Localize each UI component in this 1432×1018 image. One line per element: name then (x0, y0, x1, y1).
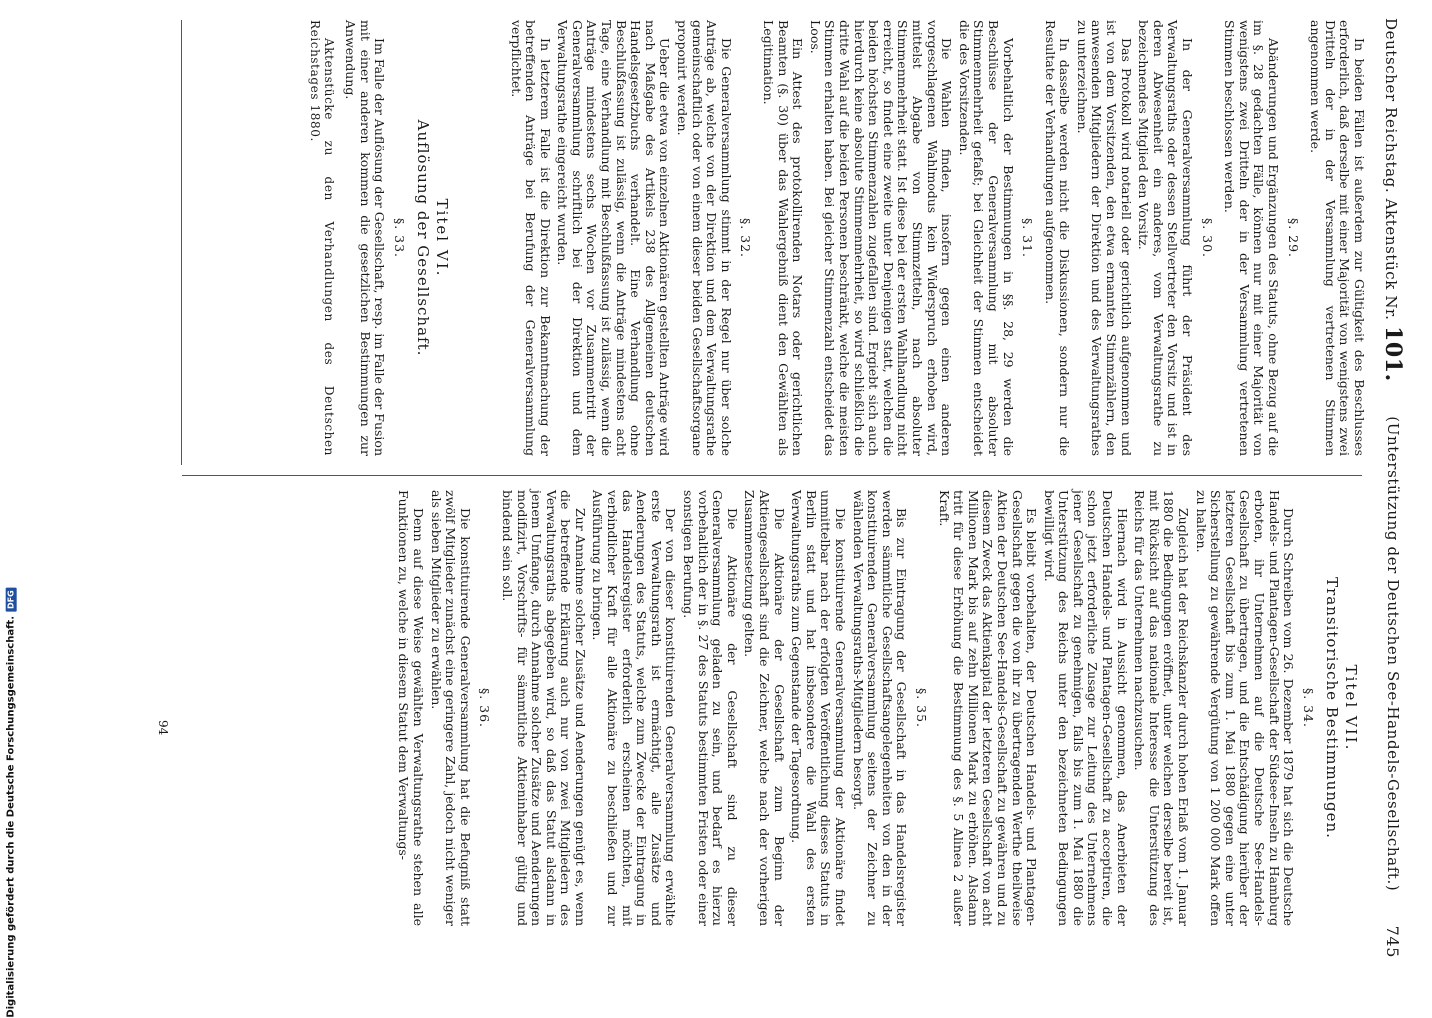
paragraph: Ein Attest des protokollirenden Notars oder gerichtlichen Beamten (§. 30) über das Wahlergebniß dient den Gewählten als Legitimation. (761, 20, 806, 456)
title-subheading: Auflösung der Gesellschaft. (414, 119, 433, 357)
section-heading: §. 29. (1285, 217, 1301, 259)
paragraph: Im Falle der Auflösung der Gesellschaft, resp. im Falle der Fusion mit einer anderen kommen die gesetzlichen Bestimmungen zur Anwendung. (342, 20, 388, 456)
column-divider (182, 475, 1362, 476)
section-heading: §. 32. (738, 217, 754, 259)
paragraph: Die Aktionäre der Gesellschaft sind zu dieser Generalversammlung geladen zu sein, und bedarf es hierzu vorbehaltlich der in §. 27 des Statuts bestimmten Fristen oder einer sonstigen Berufung. (681, 490, 740, 926)
paragraph: In der Generalversammlung führt der Präsident des Verwaltungsraths oder dessen Stellvertreter den Vorsitz und ist in deren Abwesenheit ein anderes, vom Verwaltungsrathe zu bezeichnendes Mitglied den Vorsitz. (1136, 20, 1196, 456)
paragraph: Denn auf diese Weise gewählten Verwaltungsrathe stehen alle Funktionen zu, welche in diesem Statut dem Verwaltungs- (396, 490, 426, 926)
title-heading: Titel VII. (1342, 664, 1360, 752)
title-subheading: Transitorische Bestimmungen. (1323, 577, 1342, 839)
paragraph: Ueber die etwa von einzelnen Aktionären gestellten Anträge wird nach Maßgabe des Artikels 238 des Allgemeinen deutschen Handelsgesetzbuchs verhandelt. Eine Verhandlung ohne Beschlußfassung ist zulässig, wenn die Anträge mindestens acht Tage, eine Verhandlung mit Beschlußfassung ist zulässig, wenn die Anträge mindestens sechs Wochen vor Zusammentritt der Generalversammlung schriftlich bei der Direktion und dem Verwaltungsrathe eingereicht wurden. (555, 20, 673, 456)
dfg-logo-icon: DFG (6, 587, 17, 612)
bottom-rule (181, 20, 182, 465)
paragraph: In letzterem Falle ist die Direktion zur Bekanntmachung der betreffenden Anträge bei Berufung der Generalversammlung verpflichtet. (508, 20, 553, 456)
paragraph: Die Generalversammlung stimmt in der Regel nur über solche Anträge ab, welche von der Direktion und dem Verwaltungsrathe gemeinschaftlich oder von einem dieser beiden Gesellschaftsorgane proponirt werden. (675, 20, 734, 456)
page-number-top: 745 (1383, 925, 1403, 958)
section-heading: §. 30. (1199, 217, 1215, 259)
paragraph: Hiernach wird in Aussicht genommen, das Anerbieten der Deutschen Handels- und Plantagen-Gesellschaft zu acceptiren, die schon jetzt erforderliche Zusage zur Leitung des Unternehmens jener Gesellschaft zu genehmigen, falls bis zum 1. Mai 1880 die Unterstützung des Reichs unter den bezeichneten Bedingungen bewilligt wird. (1041, 490, 1130, 926)
section-heading: §. 31. (1020, 217, 1036, 259)
paragraph: Die konstituirende Generalversammlung der Aktionäre findet unmittelbar nach der erfolgten Veröffentlichung dieses Statuts in Berlin statt und hat insbesondere die Wahl des ersten Verwaltungsraths zum Gegenstande der Tagesordnung. (789, 490, 848, 926)
document-number: 101. (1380, 325, 1406, 382)
header-title: (Unterstützung der Deutschen See-Handels-Gesellschaft.) (1384, 416, 1402, 892)
paragraph: Abänderungen und Ergänzungen des Statuts, ohne Bezug auf die im §. 28 gedachten Fälle, können nur mit einer Majorität von wenigstens zwei Dritteln der in der Versammlung vertretenen Stimmen beschlossen werden. (1222, 20, 1282, 456)
page-number-bottom: 94 (156, 720, 170, 736)
page-footnote: Aktenstücke zu den Verhandlungen des Deutschen Reichstages 1880. (307, 20, 337, 456)
header-left: Deutscher Reichstag. Aktenstück Nr. 101. (1380, 18, 1406, 382)
digitization-footer (2, 590, 20, 1018)
paragraph: In beiden Fällen ist außerdem zur Gültigkeit des Beschlusses erforderlich, daß derselbe mit einer Majorität von wenigstens zwei Dritteln der in der Versammlung vertretenen Stimmen angenommen werde. (1308, 20, 1367, 456)
paragraph: Vorbehaltlich der Bestimmungen in §§. 28, 29 werden die Beschlüsse der Generalversammlung mit absoluter Stimmenmehrheit gefaßt; bei Gleichheit der Stimmen entscheidet die des Vorsitzenden. (956, 20, 1016, 456)
paragraph: In dasselbe werden nicht die Diskussionen, sondern nur die Resultate der Verhandlungen aufgenommen. (1042, 20, 1073, 456)
paragraph: Das Protokoll wird notariell oder gerichtlich aufgenommen und ist von dem Vorsitzenden, den etwa ernannten Stimmzählern, den anwesenden Mitgliedern der Direktion und des Verwaltungsrathes zu unterzeichnen. (1074, 20, 1134, 456)
left-column (307, 20, 1366, 456)
section-heading: §. 33. (391, 217, 407, 259)
section-heading: §. 34. (1300, 687, 1316, 729)
running-header (1376, 18, 1410, 958)
paragraph: Die Wahlen finden, insofern gegen einen anderen vorgeschlagenen Wahlmodus kein Widerspruch erhoben wird, mittelst Abgabe von Stimmzetteln, nach absoluter Stimmenmehrheit statt. Ist diese bei der ersten Wahlhandlung nicht erreicht, so findet eine zweite unter Denjenigen statt, welchen die beiden höchsten Stimmenzahlen zugefallen sind. Ergiebt sich auch hierdurch keine absolute Stimmenmehrheit, so wird schließlich die dritte Wahl auf die beiden Personen beschränkt, welche die meisten Stimmen erhalten haben. Bei gleicher Stimmenzahl entscheidet das Loos. (807, 20, 955, 456)
footer-text: Digitalisierung gefördert durch die Deutsche Forschungsgemeinschaft. (5, 616, 17, 1018)
section-heading: §. 35. (913, 687, 929, 729)
paragraph: Der von dieser konstituirenden Generalversammlung erwählte erste Verwaltungsrath ist ermächtigt, alle Zusätze und Aenderungen des Statuts, welche zum Zwecke der Eintragung in das Handelsregister erforderlich erscheinen möchten, mit verbindlicher Kraft für alle Aktionäre zu beschließen und zur Ausführung zu bringen. (590, 490, 679, 926)
paragraph: Zugleich hat der Reichskanzler durch hohen Erlaß vom 1. Januar 1880 die Bedingungen eröffnet, unter welchen derselbe bereit ist, mit Rücksicht auf das nationale Interesse die Unterstützung des Reichs für das Unternehmen nachzusuchen. (1132, 490, 1192, 926)
paragraph: Es bleibt vorbehalten, der Deutschen Handels- und Plantagen-Gesellschaft gegen die von ihr zu übertragenden Werthe theilweise Aktien der Deutschen See-Handels-Gesellschaft zu gewähren und zu diesem Zweck das Aktienkapital der letzteren Gesellschaft von acht Millionen Mark bis auf zehn Millionen Mark zu erhöhen. Alsdann tritt für diese Erhöhung die Bestimmung des §. 5 Alinea 2 außer Kraft. (936, 490, 1040, 926)
paragraph: Zur Annahme solcher Zusätze und Aenderungen genügt es, wenn die betreffende Erklärung auch nur von zwei Mitgliedern des Verwaltungsraths abgegeben wird, so daß das Statut alsdann in jenem Umfange, durch Annahme solcher Zusätze und Aenderungen modifizirt, Vorschrifts- für sämmtliche Aktieninhaber gültig und bindend sein soll. (499, 490, 588, 926)
paragraph: Bis zur Eintragung der Gesellschaft in das Handelsregister werden sämmtliche Gesellschaftsangelegenheiten von den in der konstituirenden Generalversammlung seitens der Zeichner zu wählenden Verwaltungsraths-Mitgliedern besorgt. (850, 490, 910, 926)
paragraph: Die Aktionäre der Gesellschaft zum Beginn der Aktiengesellschaft sind die Zeichner, welche nach der vorherigen Zusammensetzung gelten. (742, 490, 787, 926)
paragraph: Durch Schreiben vom 26. Dezember 1879 hat sich die Deutsche Handels- und Plantagen-Gesellschaft der Südsee-Inseln zu Hamburg erboten, ihr Unternehmen auf die Deutsche See-Handels-Gesellschaft zu übertragen, und die Entschädigung hierüber der letzteren Gesellschaft bis zum 1. Mai 1880 gegen eine unter Sicherstellung zu gewährende Vergütung von 1 200 000 Mark offen zu halten. (1193, 490, 1297, 926)
right-column (393, 490, 1366, 926)
paragraph: Die konstituirende Generalversammlung hat die Befugniß statt zwölf Mitglieder zunächst eine geringere Zahl, jedoch nicht weniger als sieben Mitglieder zu erwählen. (428, 490, 473, 926)
title-heading: Titel VI. (432, 198, 451, 278)
section-heading: §. 36. (477, 687, 493, 729)
